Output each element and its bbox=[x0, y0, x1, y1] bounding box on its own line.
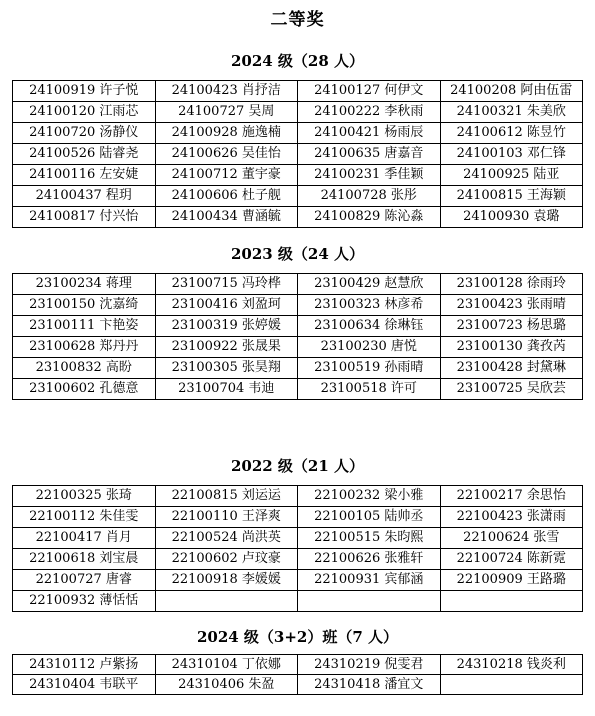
table-cell: 24100434 曹涵毓 bbox=[155, 207, 298, 228]
table-cell: 24310404 韦联平 bbox=[13, 675, 156, 695]
table-cell: 23100832 高盼 bbox=[13, 358, 156, 379]
table-cell: 23100423 张雨晴 bbox=[440, 295, 583, 316]
table-row bbox=[13, 81, 583, 102]
table-cell: 22100417 肖月 bbox=[13, 528, 156, 549]
table-cell: 24310219 倪雯君 bbox=[298, 655, 441, 675]
table-row bbox=[13, 675, 583, 695]
table-cell: 23100518 许可 bbox=[298, 379, 441, 400]
table-row bbox=[13, 144, 583, 165]
table-cell: 24100321 朱美欣 bbox=[440, 102, 583, 123]
table-cell: 23100128 徐雨玲 bbox=[440, 274, 583, 295]
table-cell: 24310112 卢紫扬 bbox=[13, 655, 156, 675]
table-cell: 22100602 卢玟豪 bbox=[155, 549, 298, 570]
table-row bbox=[13, 274, 583, 295]
table-cell: 23100234 蒋理 bbox=[13, 274, 156, 295]
table-cell: 22100918 李媛媛 bbox=[155, 570, 298, 591]
award-table-2024 bbox=[12, 80, 583, 228]
table-cell: 22100932 薄恬恬 bbox=[13, 591, 156, 612]
table-cell: 24100421 杨雨辰 bbox=[298, 123, 441, 144]
table-cell: 24100635 唐嘉音 bbox=[298, 144, 441, 165]
section-heading-2024-3plus2: 2024 级（3+2）班（7 人） bbox=[196, 628, 399, 646]
table-cell: 24310406 朱盈 bbox=[155, 675, 298, 695]
table-cell: 22100112 朱佳雯 bbox=[13, 507, 156, 528]
section-heading-2023: 2023 级（24 人） bbox=[230, 245, 365, 263]
table-cell: 24100728 张彤 bbox=[298, 186, 441, 207]
table-cell: 22100618 刘宝晨 bbox=[13, 549, 156, 570]
table-cell: 24100222 李秋雨 bbox=[298, 102, 441, 123]
table-cell: 22100931 宾郁涵 bbox=[298, 570, 441, 591]
table-cell: 22100232 梁小雅 bbox=[298, 486, 441, 507]
table-cell: 23100319 张婷媛 bbox=[155, 316, 298, 337]
table-cell bbox=[298, 591, 441, 612]
section-heading-2022: 2022 级（21 人） bbox=[230, 457, 365, 475]
table-cell: 24100712 董宇豪 bbox=[155, 165, 298, 186]
table-cell: 23100723 杨思璐 bbox=[440, 316, 583, 337]
table-cell: 24100829 陈沁淼 bbox=[298, 207, 441, 228]
table-cell: 24100919 许子悦 bbox=[13, 81, 156, 102]
table-cell: 24100231 季佳颖 bbox=[298, 165, 441, 186]
table-cell: 23100725 吴欣芸 bbox=[440, 379, 583, 400]
table-cell: 23100634 徐琳钰 bbox=[298, 316, 441, 337]
table-row bbox=[13, 591, 583, 612]
table-cell: 24100526 陆睿尧 bbox=[13, 144, 156, 165]
table-cell: 22100105 陆帅丞 bbox=[298, 507, 441, 528]
table-cell: 23100416 刘盈珂 bbox=[155, 295, 298, 316]
table-cell: 23100602 孔德意 bbox=[13, 379, 156, 400]
table-cell: 22100724 陈新霓 bbox=[440, 549, 583, 570]
award-table-2022 bbox=[12, 485, 583, 612]
table-cell: 22100110 王泽爽 bbox=[155, 507, 298, 528]
table-cell: 24100928 施逸楠 bbox=[155, 123, 298, 144]
table-row bbox=[13, 165, 583, 186]
table-cell: 23100428 封黛琳 bbox=[440, 358, 583, 379]
table-cell: 24100127 何伊文 bbox=[298, 81, 441, 102]
table-cell bbox=[440, 675, 583, 695]
table-cell: 23100704 韦迪 bbox=[155, 379, 298, 400]
table-cell bbox=[440, 591, 583, 612]
table-cell: 24100612 陈昱竹 bbox=[440, 123, 583, 144]
table-cell: 23100922 张晟果 bbox=[155, 337, 298, 358]
table-cell: 24310104 丁依娜 bbox=[155, 655, 298, 675]
table-cell: 24100120 江雨芯 bbox=[13, 102, 156, 123]
table-row bbox=[13, 207, 583, 228]
table-row bbox=[13, 379, 583, 400]
table-cell: 24100116 左安婕 bbox=[13, 165, 156, 186]
table-cell: 24100437 程玥 bbox=[13, 186, 156, 207]
table-cell: 22100624 张雪 bbox=[440, 528, 583, 549]
table-cell: 24100817 付兴怡 bbox=[13, 207, 156, 228]
table-row bbox=[13, 316, 583, 337]
table-row bbox=[13, 337, 583, 358]
table-cell: 24100423 肖抒洁 bbox=[155, 81, 298, 102]
table-cell: 24310418 潘宜文 bbox=[298, 675, 441, 695]
table-cell: 24100925 陆亚 bbox=[440, 165, 583, 186]
table-cell: 23100230 唐悦 bbox=[298, 337, 441, 358]
table-row bbox=[13, 123, 583, 144]
table-cell: 24100103 邓仁锋 bbox=[440, 144, 583, 165]
award-table-2023 bbox=[12, 273, 583, 400]
table-cell: 22100626 张雅轩 bbox=[298, 549, 441, 570]
table-cell: 23100323 林彦希 bbox=[298, 295, 441, 316]
table-cell: 23100429 赵慧欣 bbox=[298, 274, 441, 295]
table-cell: 22100325 张琦 bbox=[13, 486, 156, 507]
table-cell: 24100720 汤静仪 bbox=[13, 123, 156, 144]
section-heading-2024: 2024 级（28 人） bbox=[230, 52, 365, 70]
table-row bbox=[13, 186, 583, 207]
table-row bbox=[13, 358, 583, 379]
page-title: 二等奖 bbox=[270, 10, 325, 30]
table-row bbox=[13, 549, 583, 570]
table-cell: 23100130 龚孜芮 bbox=[440, 337, 583, 358]
table-cell: 22100524 尚洪英 bbox=[155, 528, 298, 549]
table-cell: 24100727 吴周 bbox=[155, 102, 298, 123]
table-cell: 22100515 朱昀熙 bbox=[298, 528, 441, 549]
table-row bbox=[13, 295, 583, 316]
table-row bbox=[13, 507, 583, 528]
table-cell: 22100727 唐睿 bbox=[13, 570, 156, 591]
table-cell: 24100815 王海颖 bbox=[440, 186, 583, 207]
table-cell: 22100217 余思怡 bbox=[440, 486, 583, 507]
table-row bbox=[13, 655, 583, 675]
table-cell: 24100606 杜子舰 bbox=[155, 186, 298, 207]
table-cell bbox=[155, 591, 298, 612]
table-cell: 24100208 阿由伍雷 bbox=[440, 81, 583, 102]
table-cell: 24100626 吴佳怡 bbox=[155, 144, 298, 165]
table-row bbox=[13, 528, 583, 549]
table-cell: 23100150 沈嘉绮 bbox=[13, 295, 156, 316]
table-cell: 23100519 孙雨晴 bbox=[298, 358, 441, 379]
table-cell: 23100111 卞艳姿 bbox=[13, 316, 156, 337]
table-cell: 22100423 张潇雨 bbox=[440, 507, 583, 528]
table-cell: 24310218 钱炎利 bbox=[440, 655, 583, 675]
table-row bbox=[13, 486, 583, 507]
table-cell: 22100909 王路璐 bbox=[440, 570, 583, 591]
table-cell: 23100628 郑丹丹 bbox=[13, 337, 156, 358]
table-cell: 23100715 冯玲桦 bbox=[155, 274, 298, 295]
table-cell: 24100930 袁璐 bbox=[440, 207, 583, 228]
table-cell: 23100305 张昊翔 bbox=[155, 358, 298, 379]
award-table-2024-3plus2 bbox=[12, 654, 583, 695]
table-row bbox=[13, 102, 583, 123]
table-cell: 22100815 刘运运 bbox=[155, 486, 298, 507]
table-row bbox=[13, 570, 583, 591]
